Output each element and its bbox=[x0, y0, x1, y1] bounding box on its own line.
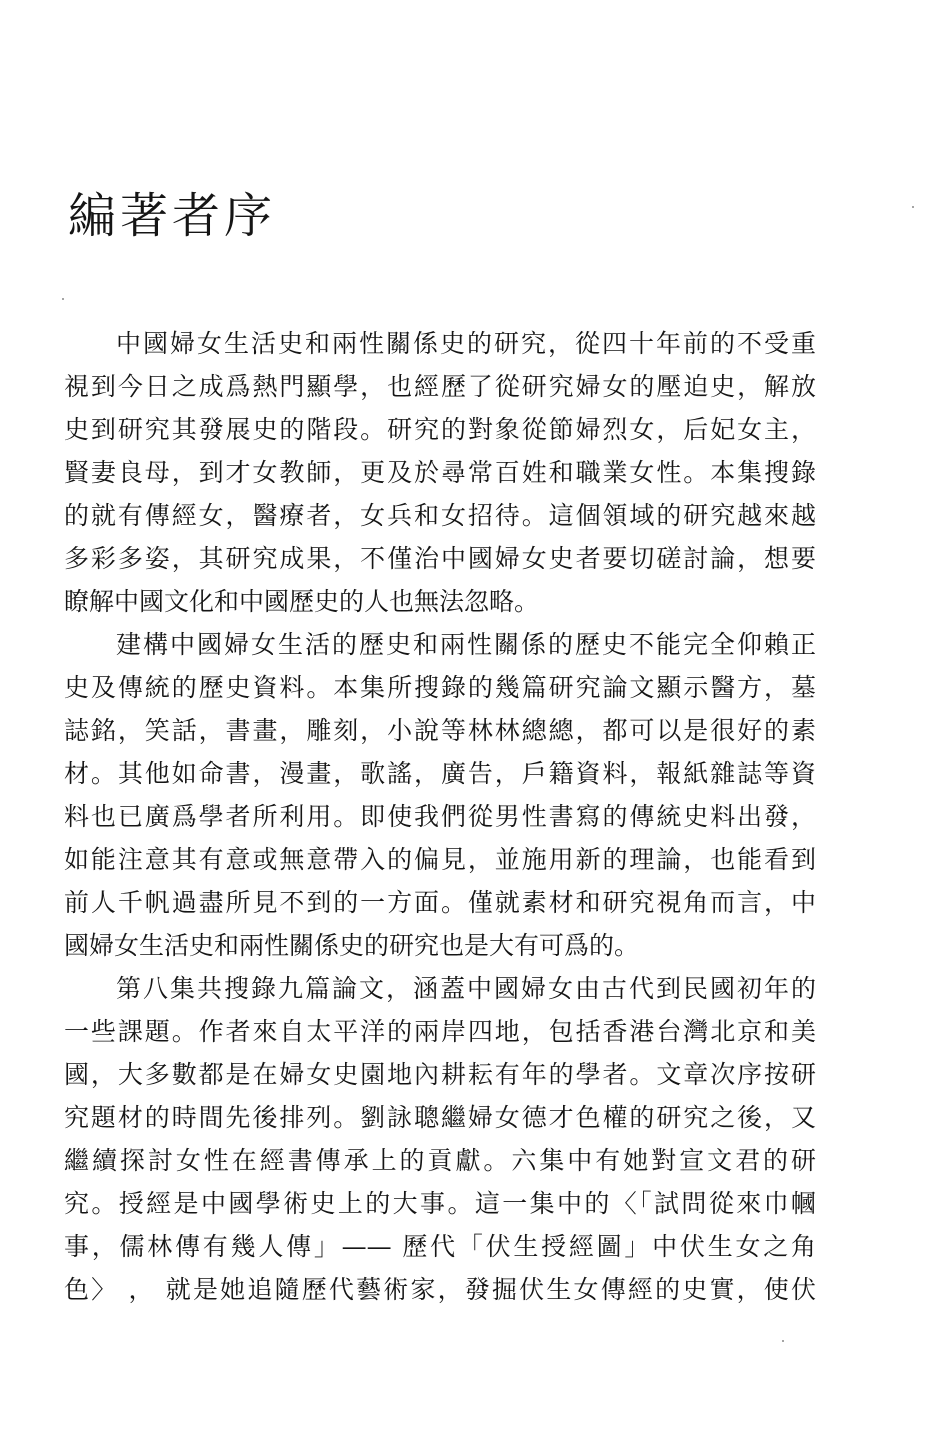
scan-speck bbox=[912, 206, 914, 208]
text-line: 材。其他如命書，漫畫，歌謠，廣告，戶籍資料，報紙雜誌等資 bbox=[64, 759, 816, 788]
text-line: 國婦女生活史和兩性關係史的研究也是大有可爲的。 bbox=[64, 931, 640, 960]
text-line: 色〉 ， 就是她追隨歷代藝術家，發掘伏生女傳經的史實，使伏 bbox=[64, 1275, 816, 1304]
text-line: 的就有傳經女，醫療者，女兵和女招待。這個領域的研究越來越 bbox=[64, 501, 816, 530]
text-line: 繼續探討女性在經書傳承上的貢獻。六集中有她對宣文君的研 bbox=[64, 1146, 816, 1175]
text-line: 誌銘，笑話，書畫，雕刻，小說等林林總總，都可以是很好的素 bbox=[64, 716, 816, 745]
text-line: 前人千帆過盡所見不到的一方面。僅就素材和研究視角而言，中 bbox=[64, 888, 816, 917]
text-line: 一些課題。作者來自太平洋的兩岸四地，包括香港台灣北京和美 bbox=[64, 1017, 816, 1046]
paragraph-3 bbox=[64, 967, 816, 1311]
paragraph-1 bbox=[64, 322, 816, 623]
body-text bbox=[64, 322, 816, 1311]
text-line: 賢妻良母，到才女教師，更及於尋常百姓和職業女性。本集搜錄 bbox=[64, 458, 816, 487]
text-line: 視到今日之成爲熱門顯學，也經歷了從研究婦女的壓迫史，解放 bbox=[64, 372, 816, 401]
text-line: 究。授經是中國學術史上的大事。這一集中的〈「試問從來巾幗 bbox=[64, 1189, 816, 1218]
text-line: 史及傳統的歷史資料。本集所搜錄的幾篇研究論文顯示醫方，墓 bbox=[64, 673, 816, 702]
text-line: 史到研究其發展史的階段。研究的對象從節婦烈女，后妃女主， bbox=[64, 415, 816, 444]
scan-speck bbox=[782, 1340, 784, 1342]
text-line: 究題材的時間先後排列。劉詠聰繼婦女德才色權的研究之後，又 bbox=[64, 1103, 816, 1132]
text-line: 料也已廣爲學者所利用。即使我們從男性書寫的傳統史料出發， bbox=[64, 802, 816, 831]
text-line: 瞭解中國文化和中國歷史的人也無法忽略。 bbox=[64, 587, 540, 616]
scan-speck bbox=[62, 298, 64, 300]
text-line: 事，儒林傳有幾人傳」—— 歷代「伏生授經圖」中伏生女之角 bbox=[64, 1232, 816, 1261]
text-line: 多彩多姿，其研究成果，不僅治中國婦女史者要切磋討論，想要 bbox=[64, 544, 816, 573]
paragraph-2 bbox=[64, 623, 816, 967]
text-line: 中國婦女生活史和兩性關係史的研究，從四十年前的不受重 bbox=[116, 329, 816, 358]
page-title: 編著者序 bbox=[68, 188, 277, 244]
text-line: 如能注意其有意或無意帶入的偏見，並施用新的理論，也能看到 bbox=[64, 845, 816, 874]
text-line: 第八集共搜錄九篇論文，涵蓋中國婦女由古代到民國初年的 bbox=[116, 974, 816, 1003]
text-line: 建構中國婦女生活的歷史和兩性關係的歷史不能完全仰賴正 bbox=[116, 630, 816, 659]
text-line: 國，大多數都是在婦女史園地內耕耘有年的學者。文章次序按研 bbox=[64, 1060, 816, 1089]
